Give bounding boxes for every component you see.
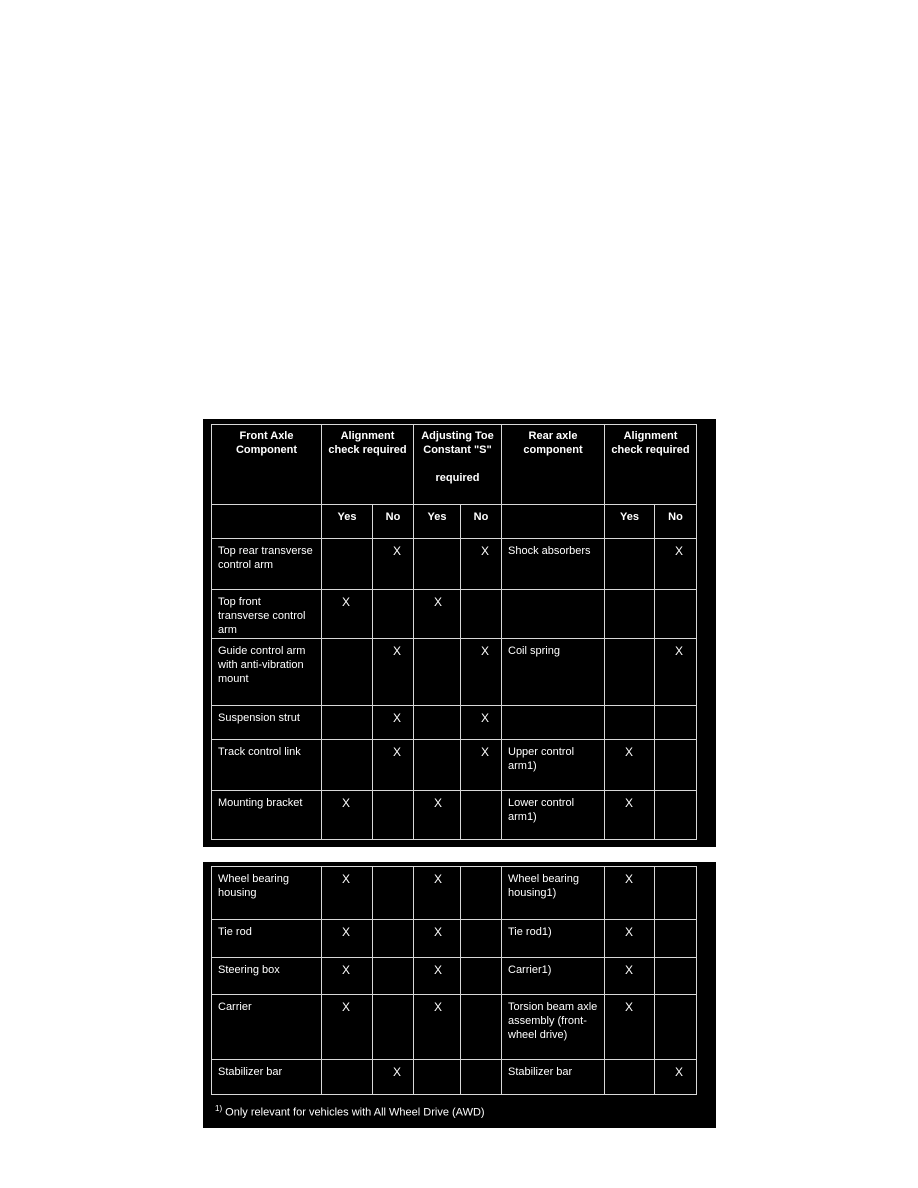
alignment-no-cell: X bbox=[373, 1060, 414, 1095]
subheader-yes-toe: Yes bbox=[414, 505, 461, 539]
toe-no-cell bbox=[461, 867, 502, 920]
alignment-yes-cell bbox=[322, 539, 373, 590]
toe-yes-cell bbox=[414, 706, 461, 740]
toe-yes-cell: X bbox=[414, 791, 461, 840]
rear-component-cell: Wheel bearing housing1) bbox=[502, 867, 605, 920]
alignment-yes-cell: X bbox=[322, 590, 373, 639]
alignment-yes-cell bbox=[322, 639, 373, 706]
rear-alignment-yes-cell bbox=[605, 706, 655, 740]
rear-alignment-no-cell bbox=[655, 706, 697, 740]
rear-component-cell: Carrier1) bbox=[502, 958, 605, 995]
alignment-no-cell bbox=[373, 791, 414, 840]
subheader-row bbox=[212, 505, 697, 539]
table-row bbox=[212, 791, 697, 840]
header-adjusting-toe-constant bbox=[414, 425, 502, 505]
toe-yes-cell: X bbox=[414, 590, 461, 639]
rear-alignment-yes-cell bbox=[605, 539, 655, 590]
subheader-blank-front bbox=[212, 505, 322, 539]
toe-yes-cell bbox=[414, 539, 461, 590]
toe-no-cell bbox=[461, 590, 502, 639]
rear-alignment-no-cell bbox=[655, 958, 697, 995]
alignment-yes-cell: X bbox=[322, 920, 373, 958]
rear-alignment-yes-cell: X bbox=[605, 995, 655, 1060]
header-toe-line1: Adjusting Toe Constant "S" bbox=[421, 430, 494, 456]
rear-alignment-yes-cell: X bbox=[605, 791, 655, 840]
alignment-no-cell: X bbox=[373, 706, 414, 740]
front-component-cell: Stabilizer bar bbox=[212, 1060, 322, 1095]
table-row bbox=[212, 639, 697, 706]
rear-component-cell: Upper control arm1) bbox=[502, 740, 605, 791]
alignment-table-1 bbox=[211, 424, 697, 840]
rear-alignment-no-cell bbox=[655, 590, 697, 639]
footnote-marker: 1) bbox=[215, 1104, 223, 1113]
rear-alignment-yes-cell bbox=[605, 1060, 655, 1095]
front-component-cell: Mounting bracket bbox=[212, 791, 322, 840]
rear-alignment-no-cell bbox=[655, 791, 697, 840]
footnote-text: Only relevant for vehicles with All Wheel Drive (AWD) bbox=[222, 1106, 485, 1119]
toe-yes-cell: X bbox=[414, 995, 461, 1060]
rear-component-cell: Shock absorbers bbox=[502, 539, 605, 590]
front-component-cell: Track control link bbox=[212, 740, 322, 791]
alignment-table-panel-1 bbox=[203, 419, 716, 847]
toe-yes-cell bbox=[414, 639, 461, 706]
subheader-no-alignment-front: No bbox=[373, 505, 414, 539]
rear-component-cell bbox=[502, 590, 605, 639]
rear-alignment-no-cell bbox=[655, 995, 697, 1060]
alignment-yes-cell bbox=[322, 740, 373, 791]
alignment-table-panel-2 bbox=[203, 862, 716, 1128]
rear-component-cell: Torsion beam axle assembly (front-wheel drive) bbox=[502, 995, 605, 1060]
rear-component-cell: Stabilizer bar bbox=[502, 1060, 605, 1095]
header-alignment-check-front: Alignment check required bbox=[322, 425, 414, 505]
alignment-no-cell bbox=[373, 920, 414, 958]
footnote bbox=[215, 1104, 485, 1119]
alignment-no-cell: X bbox=[373, 740, 414, 791]
toe-yes-cell bbox=[414, 740, 461, 791]
toe-no-cell: X bbox=[461, 639, 502, 706]
subheader-no-toe: No bbox=[461, 505, 502, 539]
rear-component-cell: Lower control arm1) bbox=[502, 791, 605, 840]
header-front-axle-component: Front Axle Component bbox=[212, 425, 322, 505]
toe-no-cell: X bbox=[461, 706, 502, 740]
rear-alignment-yes-cell: X bbox=[605, 958, 655, 995]
rear-alignment-yes-cell: X bbox=[605, 920, 655, 958]
table-row bbox=[212, 995, 697, 1060]
front-component-cell: Guide control arm with anti-vibration mount bbox=[212, 639, 322, 706]
front-component-cell: Wheel bearing housing bbox=[212, 867, 322, 920]
alignment-yes-cell: X bbox=[322, 958, 373, 995]
alignment-no-cell bbox=[373, 867, 414, 920]
alignment-yes-cell: X bbox=[322, 791, 373, 840]
rear-alignment-no-cell bbox=[655, 920, 697, 958]
front-component-cell: Carrier bbox=[212, 995, 322, 1060]
subheader-yes-alignment-rear: Yes bbox=[605, 505, 655, 539]
alignment-no-cell bbox=[373, 995, 414, 1060]
subheader-yes-alignment-front: Yes bbox=[322, 505, 373, 539]
alignment-no-cell: X bbox=[373, 639, 414, 706]
rear-alignment-no-cell: X bbox=[655, 1060, 697, 1095]
toe-no-cell bbox=[461, 995, 502, 1060]
rear-alignment-yes-cell bbox=[605, 590, 655, 639]
rear-component-cell: Tie rod1) bbox=[502, 920, 605, 958]
rear-alignment-yes-cell: X bbox=[605, 867, 655, 920]
alignment-no-cell bbox=[373, 590, 414, 639]
alignment-no-cell bbox=[373, 958, 414, 995]
toe-no-cell: X bbox=[461, 539, 502, 590]
toe-no-cell bbox=[461, 958, 502, 995]
rear-alignment-no-cell: X bbox=[655, 539, 697, 590]
alignment-no-cell: X bbox=[373, 539, 414, 590]
table-row bbox=[212, 539, 697, 590]
table-row bbox=[212, 740, 697, 791]
toe-yes-cell: X bbox=[414, 867, 461, 920]
alignment-yes-cell: X bbox=[322, 995, 373, 1060]
rear-alignment-no-cell: X bbox=[655, 639, 697, 706]
toe-no-cell bbox=[461, 791, 502, 840]
toe-yes-cell bbox=[414, 1060, 461, 1095]
toe-no-cell bbox=[461, 1060, 502, 1095]
toe-yes-cell: X bbox=[414, 958, 461, 995]
header-alignment-check-rear: Alignment check required bbox=[605, 425, 697, 505]
toe-no-cell: X bbox=[461, 740, 502, 791]
toe-no-cell bbox=[461, 920, 502, 958]
front-component-cell: Top rear transverse control arm bbox=[212, 539, 322, 590]
alignment-yes-cell bbox=[322, 1060, 373, 1095]
rear-alignment-no-cell bbox=[655, 867, 697, 920]
front-component-cell: Top front transverse control arm bbox=[212, 590, 322, 639]
alignment-table-2 bbox=[211, 866, 697, 1095]
front-component-cell: Tie rod bbox=[212, 920, 322, 958]
rear-alignment-yes-cell: X bbox=[605, 740, 655, 791]
table-row bbox=[212, 867, 697, 920]
table-row bbox=[212, 590, 697, 639]
front-component-cell: Suspension strut bbox=[212, 706, 322, 740]
header-rear-axle-component: Rear axle component bbox=[502, 425, 605, 505]
front-component-cell: Steering box bbox=[212, 958, 322, 995]
toe-yes-cell: X bbox=[414, 920, 461, 958]
rear-component-cell bbox=[502, 706, 605, 740]
table-row bbox=[212, 1060, 697, 1095]
table-row bbox=[212, 706, 697, 740]
subheader-blank-rear bbox=[502, 505, 605, 539]
alignment-yes-cell bbox=[322, 706, 373, 740]
subheader-no-alignment-rear: No bbox=[655, 505, 697, 539]
table-row bbox=[212, 920, 697, 958]
rear-alignment-no-cell bbox=[655, 740, 697, 791]
header-row bbox=[212, 425, 697, 505]
rear-component-cell: Coil spring bbox=[502, 639, 605, 706]
rear-alignment-yes-cell bbox=[605, 639, 655, 706]
table-row bbox=[212, 958, 697, 995]
header-toe-line2: required bbox=[435, 472, 480, 484]
alignment-yes-cell: X bbox=[322, 867, 373, 920]
